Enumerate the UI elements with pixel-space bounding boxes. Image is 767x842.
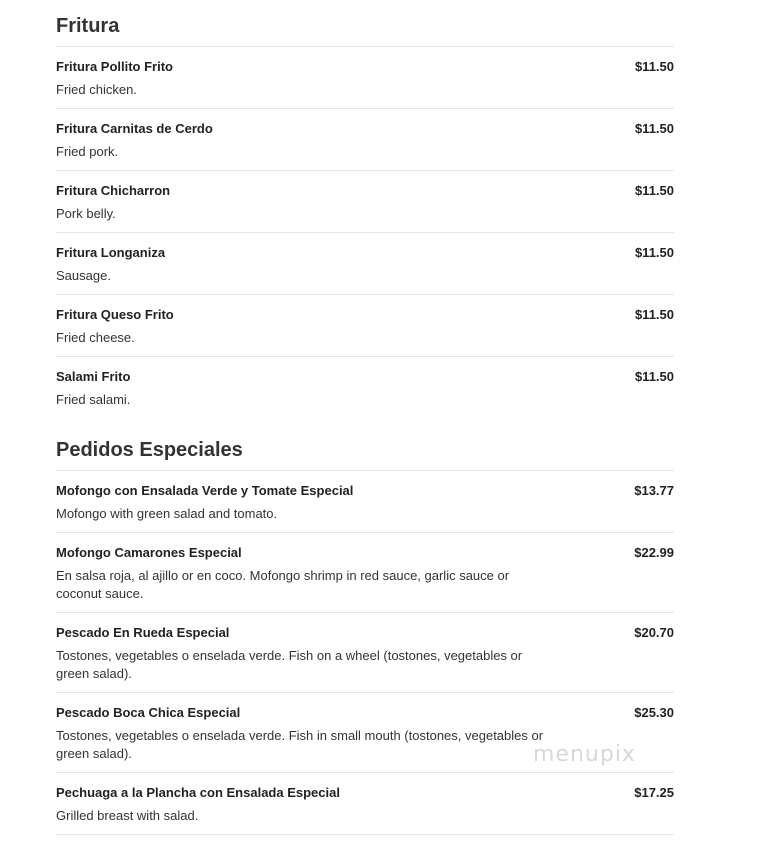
item-name: Fritura Chicharron — [56, 183, 171, 198]
menu-item — [56, 773, 674, 835]
item-price: $11.50 — [634, 245, 674, 260]
item-price: $22.99 — [634, 545, 674, 560]
item-price: $11.50 — [634, 307, 674, 322]
item-name: Pescado Boca Chica Especial — [56, 705, 241, 720]
item-description: Grilled breast with salad. — [56, 808, 199, 823]
menu-item — [56, 295, 674, 357]
item-description: Fried pork. — [56, 144, 119, 159]
item-description: Fried chicken. — [56, 82, 137, 97]
menu — [56, 0, 674, 835]
item-name: Fritura Pollito Frito — [56, 59, 173, 74]
item-description: Mofongo with green salad and tomato. — [56, 506, 278, 521]
item-description: Fried salami. — [56, 392, 131, 407]
menu-item — [56, 233, 674, 295]
menu-item — [56, 171, 674, 233]
item-price: $13.77 — [634, 483, 674, 498]
menu-item — [56, 109, 674, 171]
item-price: $20.70 — [634, 625, 674, 640]
item-price: $11.50 — [634, 121, 674, 136]
item-price: $25.30 — [634, 705, 674, 720]
section-title: Pedidos Especiales — [56, 438, 674, 471]
section-title: Fritura — [56, 0, 674, 47]
item-description: Tostones, vegetables o enselada verde. Fish in small mouth (tostones, vegetables or green salad). — [56, 728, 544, 761]
watermark-logo: menupix — [533, 742, 636, 767]
item-name: Pechuaga a la Plancha con Ensalada Especial — [56, 785, 340, 800]
menu-item — [56, 47, 674, 109]
menu-item — [56, 613, 674, 693]
menu-item — [56, 533, 674, 613]
item-name: Mofongo con Ensalada Verde y Tomate Especial — [56, 483, 354, 498]
item-description: Tostones, vegetables o enselada verde. Fish on a wheel (tostones, vegetables or green salad). — [56, 648, 523, 681]
item-description: Sausage. — [56, 268, 111, 283]
item-name: Fritura Queso Frito — [56, 307, 174, 322]
item-price: $17.25 — [634, 785, 674, 800]
item-price: $11.50 — [634, 369, 674, 384]
item-description: Fried cheese. — [56, 330, 135, 345]
item-description: Pork belly. — [56, 206, 116, 221]
item-name: Fritura Longaniza — [56, 245, 166, 260]
item-description: En salsa roja, al ajillo or en coco. Mofongo shrimp in red sauce, garlic sauce or coconut sauce. — [56, 568, 510, 601]
item-name: Pescado En Rueda Especial — [56, 625, 230, 640]
item-price: $11.50 — [634, 183, 674, 198]
item-name: Fritura Carnitas de Cerdo — [56, 121, 213, 136]
item-price: $11.50 — [634, 59, 674, 74]
item-name: Salami Frito — [56, 369, 131, 384]
item-name: Mofongo Camarones Especial — [56, 545, 242, 560]
menu-item — [56, 471, 674, 533]
menu-item — [56, 357, 674, 418]
